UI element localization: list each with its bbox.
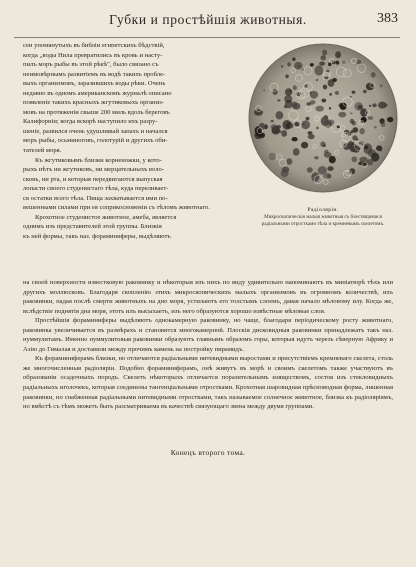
radiolarian-cell — [324, 76, 328, 79]
radiolarian-cell — [269, 153, 276, 161]
radiolarian-cell — [368, 116, 373, 120]
radiolarian-cell — [281, 65, 284, 68]
radiolarian-cell — [381, 122, 386, 127]
text-line: недавно въ одномъ американскомъ журналѣ описано — [23, 89, 172, 97]
radiolarian-cell — [323, 85, 327, 90]
paragraph: на своей поверхности известковую раковинку и нѣкоторыя изъ нихъ по виду удивительно напоминаютъ въ миніатюрѣ тѣхъ или другихъ моллюсковъ. Благодаря скопленію этихъ микроскопическихъ малыхъ организмовъ въ огромномъ количествѣ, ихъ раковинки, падая послѣ смерти животныхъ на дно моря, устилаютъ его толстымъ слоемъ, давая начало мѣловому илу. Когда же, вслѣдствіе поднятія дна моря, этотъ илъ высыхаетъ, изъ него образуются хорошо извѣстные мѣловые слои. — [23, 279, 393, 315]
header-rule — [14, 37, 400, 38]
radiolarian-cell — [254, 109, 263, 115]
running-header-title: Губки и простѣйшія животныя. — [109, 12, 307, 27]
radiolarian-cell — [315, 65, 324, 75]
radiolarian-cell — [371, 72, 376, 78]
radiolarian-cell — [338, 112, 346, 118]
figure-caption-title: Радіоляріи. — [307, 207, 339, 213]
radiolarian-cell — [351, 156, 357, 162]
radiolarian-cell — [324, 150, 329, 154]
text-line: рыхъ нѣтъ ни жгутиковъ, ни мерцательныхъ воло- — [23, 166, 164, 174]
radiolarian-cell — [320, 55, 326, 60]
end-of-volume-line: Конецъ второго тома. — [170, 448, 246, 457]
text-line: къ ней формы, такъ наз. фораминиферы, выдѣляютъ — [23, 232, 171, 240]
radiolarian-cell — [286, 158, 292, 165]
radiolarian-cell — [285, 88, 292, 96]
radiolarian-cell — [283, 120, 292, 130]
radiolarian-cell — [335, 51, 341, 58]
radiolarian-cell — [321, 99, 326, 103]
radiolarian-cell — [324, 115, 328, 119]
radiolarian-cell — [311, 172, 319, 182]
radiolarian-cell — [352, 121, 356, 126]
radiolarian-cell — [384, 104, 388, 107]
radiolarian-cell — [350, 112, 353, 114]
radiolarian-cell — [335, 91, 339, 95]
radiolarian-cell — [292, 57, 295, 61]
radiolarian-cell — [284, 95, 292, 103]
radiolarian-cell — [359, 128, 364, 134]
figure-caption-body: Микроскопическія малыя животныя съ блестящимися радіальными отростками тѣла и кремневымъ скелетомъ. — [261, 214, 385, 227]
radiolaria-micrograph — [248, 43, 398, 193]
text-line: вешенными силами при ея соприкосновеніи съ тѣломъ животнаго. — [23, 204, 210, 212]
radiolarian-cell — [316, 127, 318, 130]
text-line: ся остатки всего тѣла. Пища захватывается ими по- — [23, 194, 168, 202]
radiolarian-cell — [271, 120, 274, 122]
radiolarian-cell — [301, 142, 308, 149]
radiolarian-cell — [277, 99, 280, 101]
radiolarian-cell — [292, 103, 300, 110]
radiolarian-cell — [287, 62, 291, 66]
text-line: Къ жгутиковымъ близки корненожки, у кото- — [35, 156, 162, 164]
text-line: сеи упомянутыхъ въ библіи египетскихъ бѣдствій, — [23, 42, 165, 49]
radiolarian-cell — [329, 93, 332, 96]
radiolarian-cell — [319, 62, 325, 66]
radiolarian-cell — [354, 102, 362, 111]
radiolarian-cell — [306, 102, 311, 106]
radiolarian-cell — [320, 141, 325, 147]
full-width-text — [23, 278, 393, 412]
radiolarian-cell — [356, 139, 359, 141]
radiolarian-cell — [363, 90, 367, 94]
text-line: неимовѣрнымъ развитіемъ въ водѣ такихъ пробле- — [23, 70, 166, 78]
radiolarian-cell — [293, 148, 300, 156]
radiolarian-cell — [327, 166, 333, 171]
radiolarian-cell — [293, 85, 297, 90]
radiolarian-cell — [352, 91, 356, 94]
radiolarian-cell — [360, 108, 367, 116]
radiolarian-cell — [259, 123, 265, 130]
radiolarian-cell — [271, 124, 278, 129]
radiolarian-cell — [263, 89, 265, 91]
radiolarian-cell — [294, 62, 303, 70]
text-line: моръ рыбы, осьминоговъ, голотурій и другихъ оби- — [23, 137, 168, 145]
paragraph: Простѣйшія фораминиферы выдѣляютъ однокамерную раковинку, но чаще, благодаря періодическому росту животнаго, раковинка увеличивается въ размѣрахъ и становится многокамерной. Плоскія дисковидныя раковинки принадлежатъ такъ наз. нуммулитамъ. Именно нуммулитовыя раковинки образуютъ главнымъ образомъ горы, которыя идутъ черезъ сѣверную Африку и Азію до Гималая и доставили между прочимъ камень на постройку пирамидъ. — [23, 317, 393, 353]
radiolarian-cell — [314, 156, 318, 159]
radiolarian-cell — [350, 96, 352, 98]
left-column-text — [23, 41, 245, 241]
text-line: когда „воды Нила превратились въ кровь и насту- — [23, 51, 163, 59]
text-line: шеніе, развился очень удушливый запахъ и начался — [23, 127, 168, 135]
radiolarian-cell — [342, 61, 346, 64]
radiolarian-cell — [310, 63, 314, 66]
radiolarian-cell — [350, 130, 353, 133]
radiolarian-cell — [387, 117, 393, 122]
radiolarian-cell — [282, 167, 289, 173]
radiolarian-cell — [369, 105, 371, 107]
radiolarian-cell — [328, 79, 335, 87]
radiolarian-cell — [318, 166, 327, 174]
text-line: лопасти своего студенистаго тѣла, куда переливает- — [23, 185, 169, 193]
radiolarian-cell — [366, 83, 374, 90]
text-line: однимъ изъ представителей этой группы. Близкія — [23, 223, 162, 231]
radiolarian-cell — [380, 84, 383, 87]
radiolarian-cell — [322, 50, 327, 56]
radiolarian-cell — [294, 122, 299, 127]
radiolarian-cell — [290, 125, 294, 128]
radiolarian-cell — [276, 111, 284, 119]
radiolarian-cell — [301, 120, 310, 129]
radiolarian-cell — [281, 130, 287, 137]
radiolarian-cell — [379, 147, 383, 151]
radiolarian-cell — [371, 153, 379, 162]
paragraph: Къ фораминиферамъ близки, но отличаются радіальными нитевидными выростами и присутствіемъ кремневаго скелета, столь же многочисленныя радіоляріи. Подобно фораминиферамъ, онѣ живутъ въ морѣ и своимъ скелетомъ также участвуютъ въ образованіи осадочныхъ породъ. Скелетъ нѣкоторыхъ отличается поразительнымъ изяществомъ, состоя изъ стекловидныхъ радіальныхъ иголочекъ, которыя соединены тангенціальными отростками. Крохотная шаровидная прѣсноводная форма, лишенная раковинки, но снабженная радіальными нитевидными отростками, такъ называемое солнечное животное, близка къ радіоляріямъ, но вмѣстѣ съ тѣмъ можетъ быть разсматриваема въ качествѣ связующаго звена между двумя группами. — [23, 355, 393, 411]
radiolarian-cell — [285, 74, 288, 78]
radiolarian-cell — [306, 117, 310, 121]
radiolarian-cell — [308, 131, 313, 135]
radiolarian-cell — [335, 61, 339, 65]
text-line: мовъ на протяженіи свыше 200 миль вдоль береговъ — [23, 108, 170, 116]
radiolarian-cell — [316, 106, 324, 112]
radiolarian-cell — [302, 68, 304, 71]
text-line: пилъ моръ рыбы въ этой рѣкѣ", было связано съ — [23, 61, 159, 69]
radiolarian-cell — [308, 134, 315, 139]
text-line: выхъ организмовъ, заразившихъ воды рѣки. Очень — [23, 80, 166, 88]
text-line: Крохотное студенистое животное, амеба, является — [35, 213, 177, 221]
radiolarian-cell — [329, 107, 331, 110]
page-number: 383 — [377, 11, 398, 26]
text-line: сковъ, ни рта, и которыя передвигаются выпуская — [23, 175, 163, 183]
radiolarian-cell — [372, 103, 376, 107]
radiolarian-cell — [307, 167, 313, 173]
radiolarian-cell — [310, 91, 318, 99]
text-line: Калифорніи; когда вскорѣ наступило ихъ разру- — [23, 118, 158, 126]
radiolarian-cell — [292, 137, 298, 141]
radiolarian-cell — [374, 126, 377, 128]
radiolarian-cell — [289, 90, 292, 92]
text-line: появленіе такихъ красныхъ жгутиковыхъ организ- — [23, 99, 164, 107]
radiolarian-cell — [328, 121, 331, 125]
text-line: тателей моря. — [23, 147, 62, 155]
radiolarian-cell — [316, 79, 318, 81]
